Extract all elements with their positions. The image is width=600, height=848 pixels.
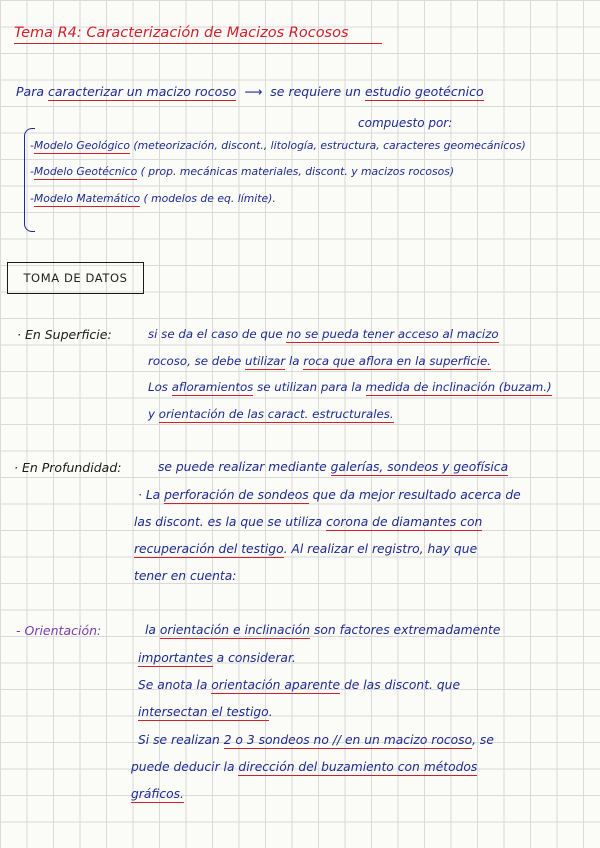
- text-fragment: puede deducir la: [131, 760, 239, 774]
- underlined-phrase: afloramientos: [171, 380, 254, 394]
- profundidad-label: · En Profundidad:: [14, 460, 122, 475]
- underlined-phrase: orientación e inclinación: [159, 623, 311, 637]
- text-fragment: Si se realizan: [138, 733, 224, 747]
- underlined-phrase: utilizar: [245, 354, 286, 368]
- underlined-phrase: dirección del buzamiento con métodos: [238, 760, 478, 774]
- model-detail: ( modelos de eq. límite).: [140, 192, 276, 205]
- intro-a: Para: [16, 84, 44, 99]
- text-fragment: tener en cuenta:: [134, 569, 237, 583]
- underlined-phrase: perforación de sondeos: [164, 488, 309, 502]
- text-fragment: la: [145, 623, 160, 637]
- model-item: [30, 194, 276, 205]
- underlined-phrase: intersectan el testigo: [138, 705, 269, 719]
- text-fragment: se puede realizar mediante: [158, 460, 331, 474]
- underlined-phrase: gráficos.: [131, 787, 184, 801]
- text-fragment: rocoso, se debe: [148, 354, 246, 368]
- profundidad-line: [134, 570, 236, 582]
- text-fragment: de las discont. que: [340, 678, 461, 692]
- text-fragment: y: [148, 407, 159, 421]
- page-title: Tema R4: Caracterización de Macizos Rocosos: [14, 25, 349, 41]
- profundidad-line: [158, 461, 508, 473]
- superficie-line: [148, 382, 552, 394]
- model-detail: (meteorización, discont., litología, estructura, caracteres geomecánicos): [129, 139, 526, 152]
- underlined-phrase: recuperación del testigo: [134, 542, 284, 556]
- dash-bullet-icon: -: [30, 192, 34, 205]
- model-detail: ( prop. mecánicas materiales, discont. y macizos rocosos): [137, 165, 455, 178]
- underlined-phrase: no se pueda tener acceso al macizo: [286, 327, 499, 341]
- orientacion-line: [138, 706, 273, 718]
- text-fragment: a considerar.: [212, 651, 296, 665]
- underlined-phrase: importantes: [138, 651, 213, 665]
- superficie-label: · En Superficie:: [17, 327, 112, 342]
- text-fragment: si se da el caso de que: [148, 327, 287, 341]
- superficie-line: [148, 329, 499, 341]
- intro-compuesto: compuesto por:: [358, 116, 453, 130]
- text-fragment: Los: [148, 380, 172, 394]
- orientacion-line: [145, 624, 500, 636]
- orientacion-label: - Orientación:: [16, 623, 102, 638]
- orientacion-line: [138, 734, 494, 746]
- text-fragment: la: [285, 354, 304, 368]
- model-name: Modelo Geológico: [33, 139, 130, 152]
- model-name: Modelo Matemático: [33, 192, 141, 205]
- superficie-line: [148, 356, 491, 368]
- dash-bullet-icon: -: [30, 165, 34, 178]
- text-fragment: Se anota la: [138, 678, 212, 692]
- text-fragment: . Al realizar el registro, hay que: [283, 542, 478, 556]
- arrow-icon: ⟶: [244, 84, 263, 99]
- intro-line: [16, 86, 484, 99]
- underlined-phrase: roca que aflora en la superficie.: [303, 354, 492, 368]
- text-fragment: · La: [138, 488, 165, 502]
- profundidad-line: [134, 516, 482, 528]
- text-fragment: se utilizan para la: [253, 380, 366, 394]
- text-fragment: son factores extremadamente: [310, 623, 501, 637]
- text-fragment: que da mejor resultado acerca de: [308, 488, 521, 502]
- underlined-phrase: galerías, sondeos y geofísica: [330, 460, 509, 474]
- underlined-phrase: 2 o 3 sondeos no // en un macizo rocoso: [223, 733, 473, 747]
- profundidad-line: [138, 489, 521, 501]
- text-fragment: las discont. es la que se utiliza: [134, 515, 327, 529]
- model-item: [30, 141, 526, 152]
- intro-c: se requiere un: [270, 84, 361, 99]
- orientacion-line: [138, 652, 296, 664]
- text-fragment: .: [268, 705, 273, 719]
- model-name: Modelo Geotécnico: [33, 165, 138, 178]
- section-box-toma-de-datos: TOMA DE DATOS: [7, 262, 144, 294]
- underlined-phrase: orientación aparente: [211, 678, 341, 692]
- orientacion-line: [138, 679, 460, 691]
- orientacion-line: [131, 761, 477, 773]
- text-fragment: , se: [472, 733, 494, 747]
- underlined-phrase: corona de diamantes con: [326, 515, 483, 529]
- intro-d: estudio geotécnico: [364, 84, 484, 99]
- superficie-line: [148, 409, 394, 421]
- intro-b: caracterizar un macizo rocoso: [47, 84, 237, 99]
- underlined-phrase: medida de inclinación (buzam.): [365, 380, 552, 394]
- model-item: [30, 167, 454, 178]
- dash-bullet-icon: -: [30, 139, 34, 152]
- underlined-phrase: orientación de las caract. estructurales.: [158, 407, 394, 421]
- profundidad-line: [134, 543, 477, 555]
- title-underline: [14, 43, 382, 44]
- orientacion-line: [131, 788, 184, 800]
